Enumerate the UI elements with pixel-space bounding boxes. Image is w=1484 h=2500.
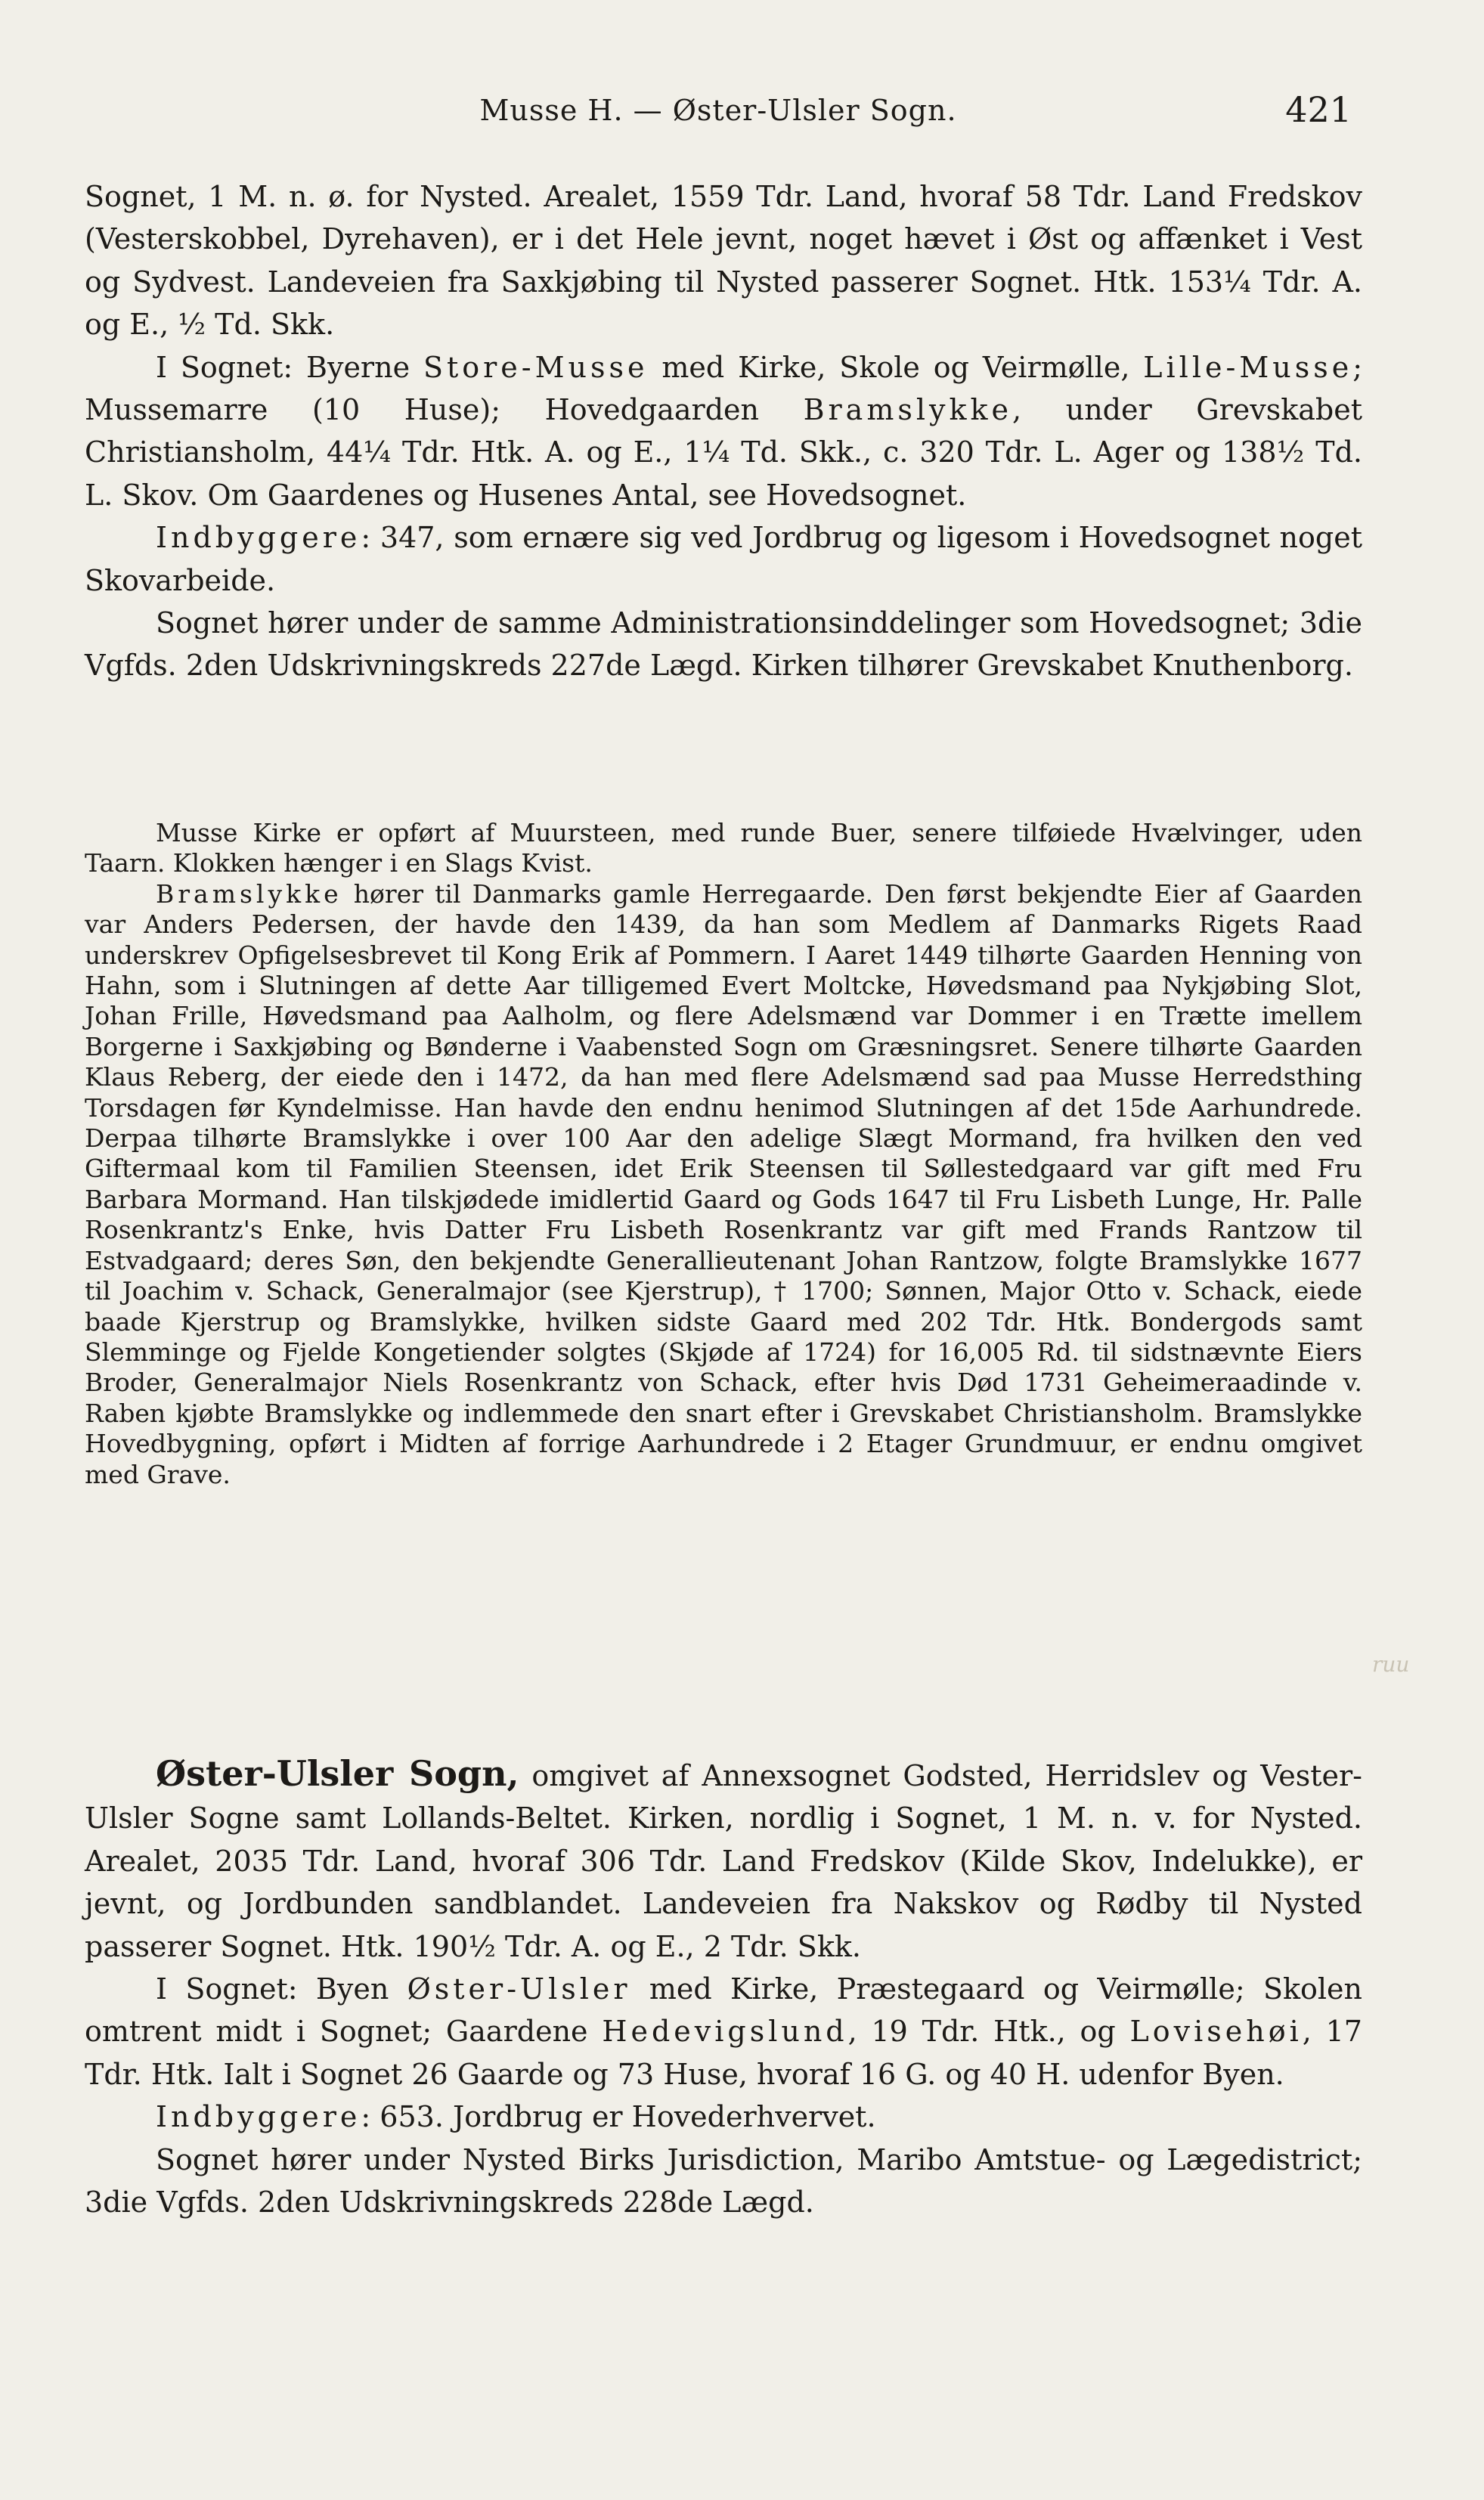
text-run: , 17 Tdr. Htk. Ialt i Sognet 26 Gaarde og 73 Huse, hvoraf 16 G. og 40 H. udenfor Byen.: [85, 2015, 1362, 2091]
label: Indbyggere: [156, 2100, 361, 2134]
text-run: ; Mussemarre (10 Huse); Hovedgaarden: [85, 350, 1363, 427]
text-run: , under Grevskabet Christiansholm, 44¼ Tdr. Htk. A. og E., 1¼ Td. Skk., c. 320 Tdr. L. Ager og 138½ Td. L. Skov. Om Gaardenes og Husenes Antal, see Hovedsognet.: [85, 393, 1362, 512]
text-run: , 19 Tdr. Htk., og: [847, 2015, 1130, 2049]
section2-paragraph-2: [85, 1968, 1362, 2096]
section1-paragraph-2: [85, 346, 1362, 517]
text-run: med Kirke, Præstegaard og Veirmølle; Skolen omtrent midt i Sognet; Gaardene: [85, 1972, 1363, 2049]
section2-paragraph-4: Sognet hører under Nysted Birks Jurisdiction, Maribo Amtstue- og Lægedistrict; 3die Vgfds. 2den Udskrivningskreds 228de Lægd.: [85, 2142, 1362, 2220]
text-run: omgivet af Annexsognet Godsted, Herridslev og Vester-Ulsler Sogne samt Lollands-Beltet. Kirken, nordlig i Sognet, 1 M. n. v. for Nysted. Arealet, 2035 Tdr. Land, hvoraf 306 Tdr. Land Fredskov (Kilde Skov, Indelukke), er jevnt, og Jordbunden sandblandet. Landeveien fra Nakskov og Rødby til Nysted passerer Sognet. Htk. 190½ Tdr. A. og E., 2 Tdr. Skk.: [85, 1759, 1362, 1963]
section2-paragraph-1: [85, 1752, 1362, 1968]
label: Indbyggere: [156, 521, 361, 555]
place-name: Bramslykke: [156, 878, 342, 909]
text-run: med Kirke, Skole og Veirmølle,: [648, 350, 1144, 384]
place-name: Lille-Musse: [1143, 350, 1353, 384]
place-name: Øster-Ulsler: [407, 1972, 631, 2006]
place-name: Hedevigslund: [602, 2015, 848, 2049]
section-title: Øster-Ulsler Sogn,: [156, 1753, 519, 1794]
text-run: I Sognet: Byerne: [156, 350, 423, 384]
section1-text: [85, 175, 1362, 687]
section2-text: [85, 1752, 1362, 2223]
place-name: Store-Musse: [423, 350, 649, 384]
running-head: Musse H. — Øster-Ulsler Sogn.: [479, 94, 957, 127]
text-run: : 653. Jordbrug er Hovederhvervet.: [361, 2100, 876, 2134]
margin-mark: ruu: [1372, 1652, 1410, 1677]
note-paragraph-1: Musse Kirke er opført af Muursteen, med runde Buer, senere tilføiede Hvælvinger, uden Taarn. Klokken hænger i en Slags Kvist.: [85, 818, 1362, 878]
section2-paragraph-3: [85, 2096, 1362, 2138]
historical-notes: [85, 818, 1362, 1490]
page-header: [85, 89, 1352, 135]
note-paragraph-2: [85, 879, 1362, 1490]
page-number: 421: [1285, 89, 1352, 130]
section1-paragraph-1: Sognet, 1 M. n. ø. for Nysted. Arealet, 1559 Tdr. Land, hvoraf 58 Tdr. Land Fredskov (Vesterskobbel, Dyrehaven), er i det Hele jevnt, noget hævet i Øst og affænket i Vest og Sydvest. Landeveien fra Saxkjøbing til Nysted passerer Sognet. Htk. 153¼ Tdr. A. og E., ½ Td. Skk.: [85, 180, 1362, 342]
place-name: Bramslykke: [803, 393, 1013, 427]
text-run: : 347, som ernære sig ved Jordbrug og ligesom i Hovedsognet noget Skovarbeide.: [85, 521, 1362, 597]
text-run: hører til Danmarks gamle Herregaarde. Den først bekjendte Eier af Gaarden var Anders Pedersen, der havde den 1439, da han som Medlem af Danmarks Rigets Raad underskrev Opfigelsesbrevet til Kong Erik af Pommern. I Aaret 1449 tilhørte Gaarden Henning von Hahn, som i Slutningen af dette Aar tilligemed Evert Moltcke, Høvedsmand paa Nykjøbing Slot, Johan Frille, Høvedsmand paa Aalholm, og flere Adelsmænd var Dommer i en Trætte imellem Borgerne i Saxkjøbing og Bønderne i Vaabensted Sogn om Græsningsret. Senere tilhørte Gaarden Klaus Reberg, der eiede den i 1472, da han med flere Adelsmænd sad paa Musse Herredsthing Torsdagen før Kyndelmisse. Han havde den endnu henimod Slutningen af det 15de Aarhundrede. Derpaa tilhørte Bramslykke i over 100 Aar den adelige Slægt Mormand, fra hvilken den ved Giftermaal kom til Familien Steensen, idet Erik Steensen til Søllestedgaard var gift med Fru Barbara Mormand. Han tilskjødede imidlertid Gaard og Gods 1647 til Fru Lisbeth Lunge, Hr. Palle Rosenkrantz's Enke, hvis Datter Fru Lisbeth Rosenkrantz var gift med Frands Rantzow til Estvadgaard; deres Søn, den bekjendte Generallieutenant Johan Rantzow, folgte Bramslykke 1677 til Joachim v. Schack, Generalmajor (see Kjerstrup), † 1700; Sønnen, Major Otto v. Schack, eiede baade Kjerstrup og Bramslykke, hvilken sidste Gaard med 202 Tdr. Htk. Bondergods samt Slemminge og Fjelde Kongetiender solgtes (Skjøde af 1724) for 16,005 Rd. til sidstnævnte Eiers Broder, Generalmajor Niels Rosenkrantz von Schack, efter hvis Død 1731 Geheimeraadinde v. Raben kjøbte Bramslykke og indlemmede den snart efter i Grevskabet Christiansholm. Bramslykke Hovedbygning, opført i Midten af forrige Aarhundrede i 2 Etager Grundmuur, er endnu omgivet med Grave.: [85, 878, 1362, 1489]
text-run: I Sognet: Byen: [156, 1972, 407, 2006]
section1-paragraph-4: Sognet hører under de samme Administrationsinddelinger som Hovedsognet; 3die Vgfds. 2den Udskrivningskreds 227de Lægd. Kirken tilhører Grevskabet Knuthenborg.: [85, 606, 1362, 683]
place-name: Lovisehøi: [1129, 2015, 1303, 2049]
section1-paragraph-3: [85, 516, 1362, 602]
